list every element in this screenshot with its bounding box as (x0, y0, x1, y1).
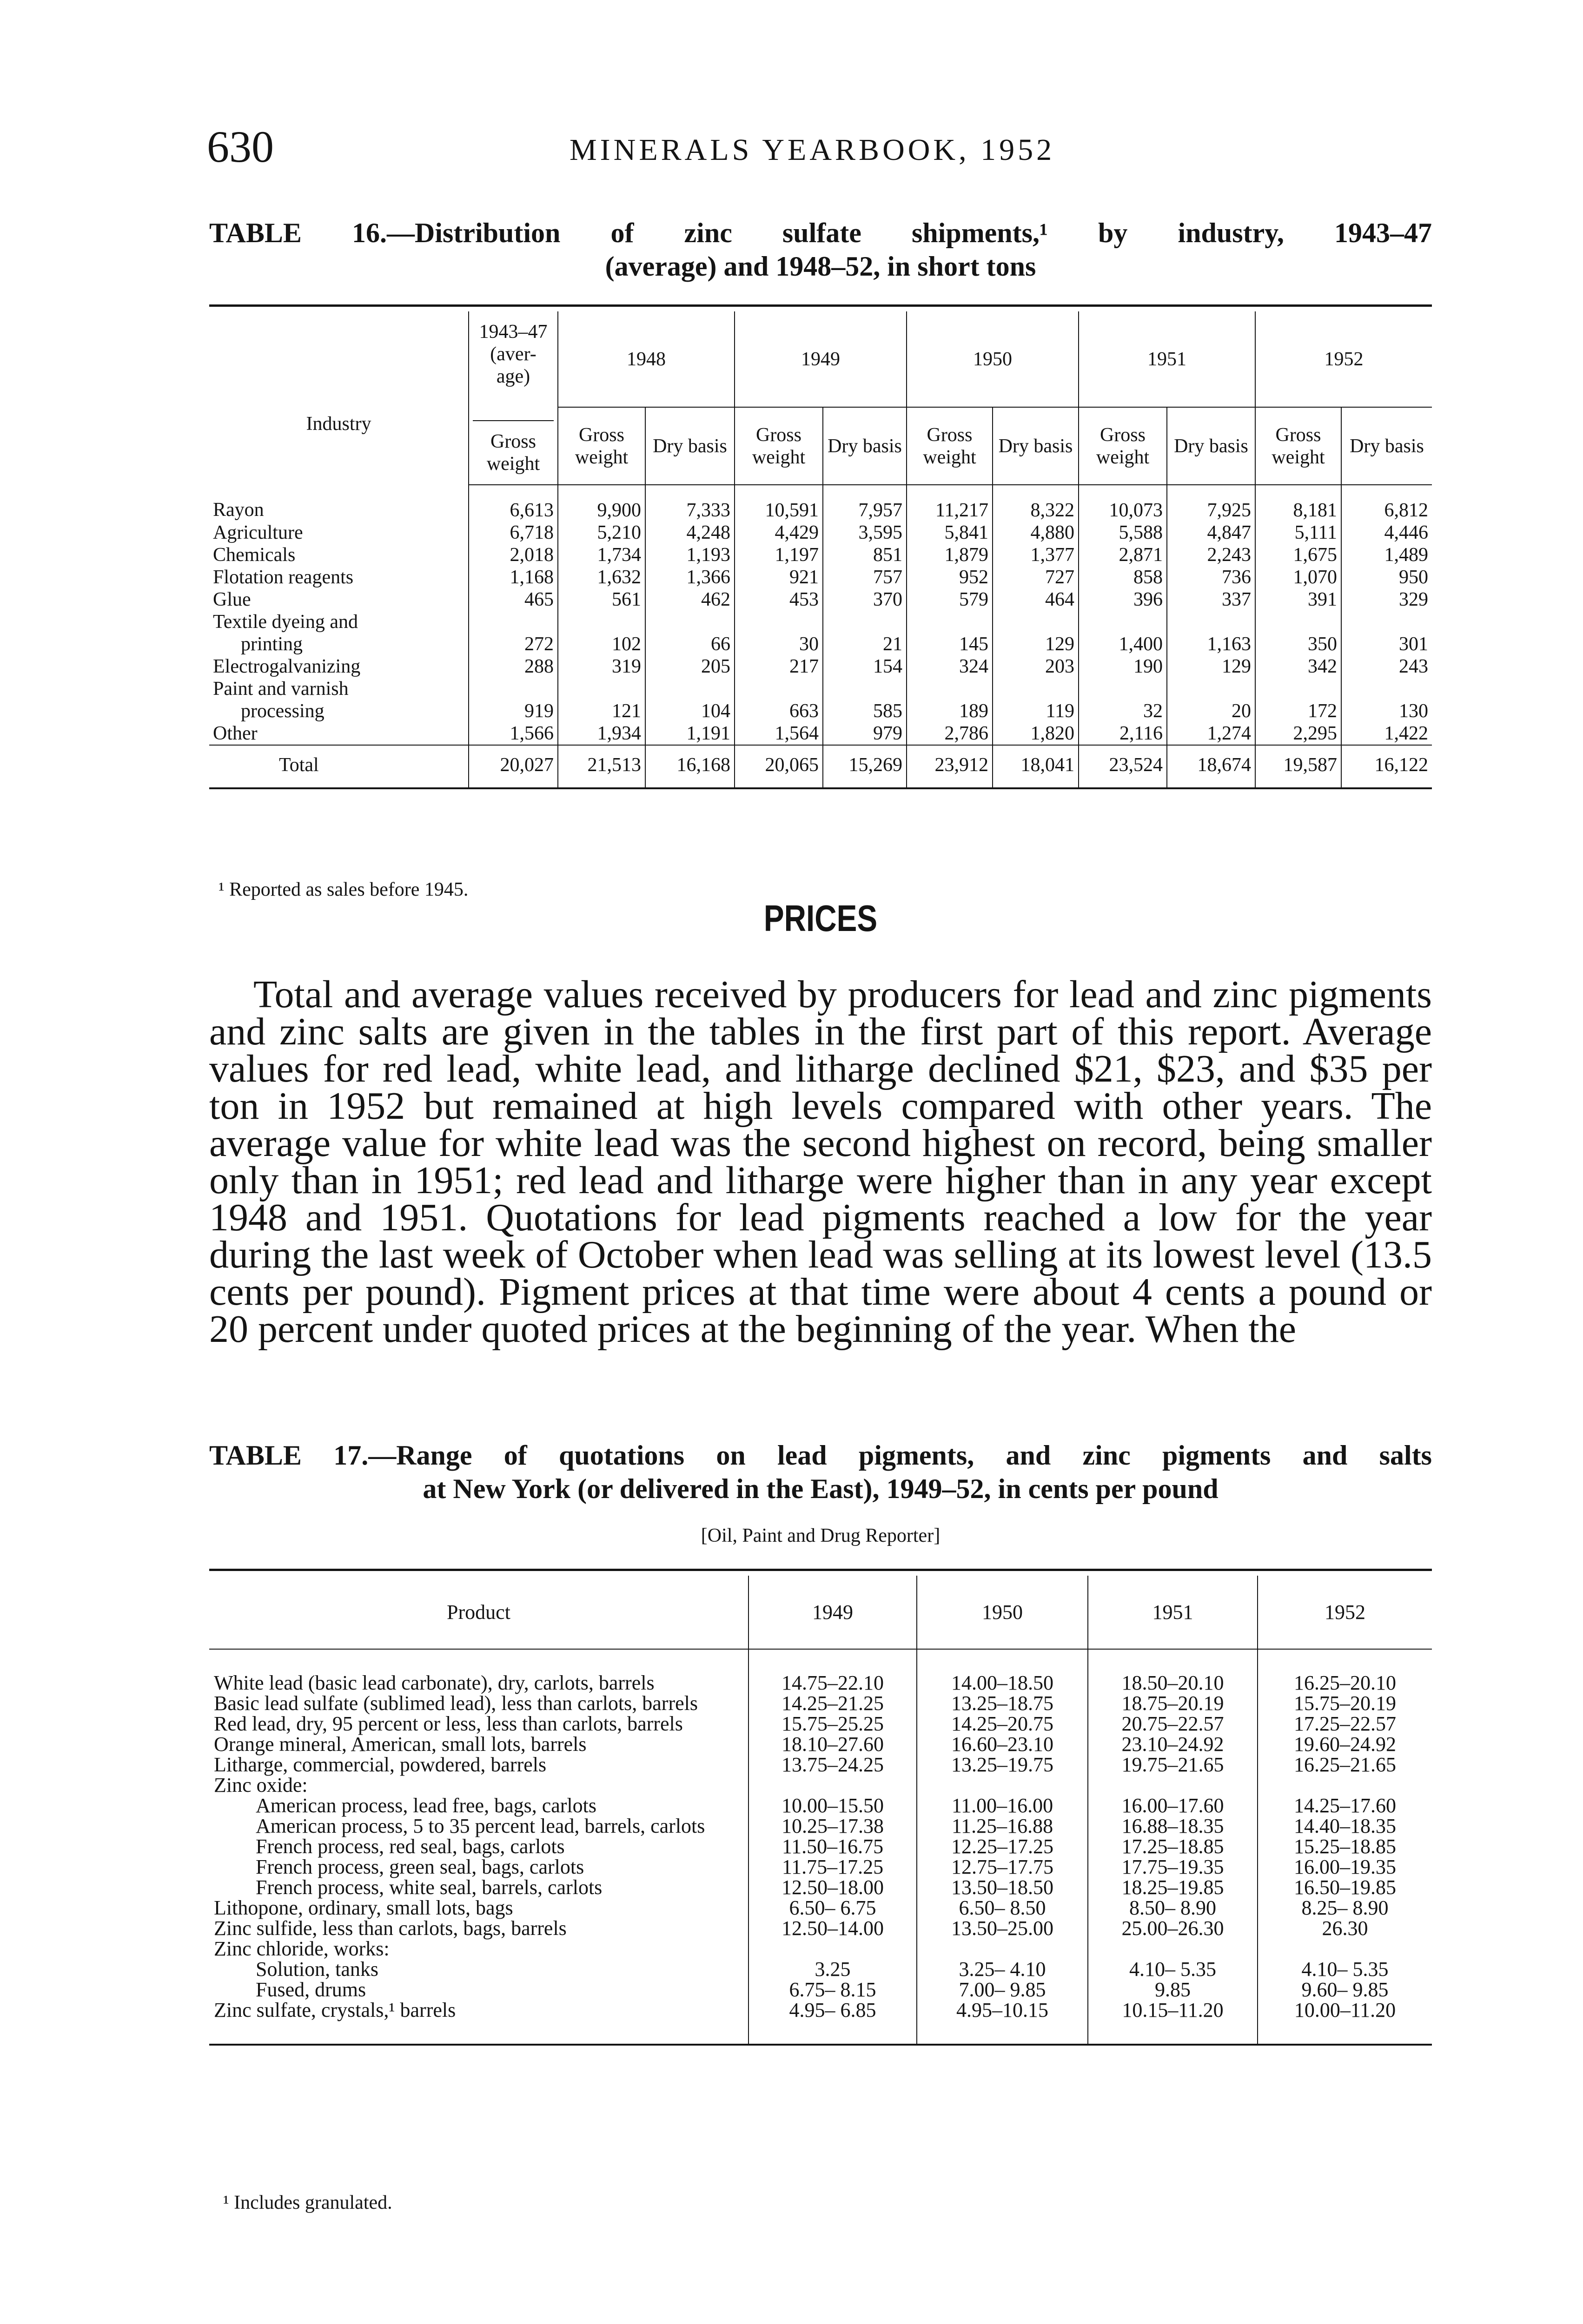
table17-footnote: ¹ Includes granulated. (223, 2192, 392, 2213)
cell-value: 921 (735, 566, 823, 588)
total-value: 21,513 (558, 745, 645, 788)
cell-value: 11,217 (907, 485, 993, 522)
row-label-text: Agriculture (213, 522, 303, 543)
cell-value: 8.50– 8.90 (1088, 1898, 1258, 1918)
cell-value: 1,734 (558, 544, 645, 566)
cell-value: 288 (469, 655, 558, 678)
row-label (209, 485, 469, 522)
row-label: White lead (basic lead carbonate), dry, carlots, barrels (214, 1671, 655, 1694)
cell-value: 12.50–18.00 (748, 1877, 917, 1898)
year-header: 1948 (558, 311, 735, 407)
cell-value: 4.10– 5.35 (1258, 1959, 1432, 1980)
cell-value: 129 (1167, 655, 1255, 678)
total-value: 20,065 (735, 745, 823, 788)
cell-value: 20.75–22.57 (1088, 1714, 1258, 1734)
cell-value: 102 (558, 611, 645, 655)
cell-value: 9.85 (1088, 1980, 1258, 2000)
table16-body (209, 485, 1432, 788)
cell-value: 272 (469, 611, 558, 655)
cell-value: 5,841 (907, 522, 993, 544)
table16-caption-line1: TABLE 16.—Distribution of zinc sulfate shipments,¹ by industry, 1943–47 (209, 218, 1432, 248)
cell-value: 585 (823, 678, 907, 722)
table-row (209, 2000, 1432, 2045)
cell-value: 16.25–20.10 (1258, 1649, 1432, 1693)
cell-value: 1,879 (907, 544, 993, 566)
table-row (209, 1714, 1432, 1734)
cell-value: 9,900 (558, 485, 645, 522)
table-row (209, 655, 1432, 678)
cell-value: 6,613 (469, 485, 558, 522)
total-value: 18,674 (1167, 745, 1255, 788)
cell-value: 13.25–19.75 (917, 1755, 1088, 1775)
cell-value: 919 (469, 678, 558, 722)
cell-value: 205 (645, 655, 735, 678)
row-label: Orange mineral, American, small lots, barrels (214, 1733, 587, 1756)
cell-value: 17.25–22.57 (1258, 1714, 1432, 1734)
gross-label: Gross weight (1079, 407, 1167, 485)
row-label: Litharge, commercial, powdered, barrels (214, 1753, 547, 1776)
cell-value: 2,786 (907, 722, 993, 745)
table-row (209, 1816, 1432, 1836)
table-row (209, 1980, 1432, 2000)
gross-label: Gross weight (473, 420, 554, 475)
cell-value (1258, 1775, 1432, 1796)
gross-label: Gross weight (735, 407, 823, 485)
cell-value: 3.25 (748, 1959, 917, 1980)
cell-value: 3,595 (823, 522, 907, 544)
table17-top-rule (209, 1569, 1432, 1571)
cell-value: 979 (823, 722, 907, 745)
product-header: Product (209, 1576, 748, 1649)
row-label: American process, lead free, bags, carlots (256, 1794, 597, 1817)
row-label (209, 611, 469, 655)
cell-value: 1,564 (735, 722, 823, 745)
total-value: 20,027 (469, 745, 558, 788)
cell-value: 14.25–21.25 (748, 1693, 917, 1714)
cell-value: 851 (823, 544, 907, 566)
cell-value: 17.75–19.35 (1088, 1857, 1258, 1877)
cell-value: 11.50–16.75 (748, 1836, 917, 1857)
row-label: Basic lead sulfate (sublimed lead), less than carlots, barrels (214, 1692, 698, 1715)
row-label-text: Electrogalvanizing (213, 656, 361, 677)
cell-value: 145 (907, 611, 993, 655)
cell-value: 7.00– 9.85 (917, 1980, 1088, 2000)
cell-value: 154 (823, 655, 907, 678)
cell-value: 1,934 (558, 722, 645, 745)
cell-value: 370 (823, 588, 907, 611)
cell-value: 6.50– 8.50 (917, 1898, 1088, 1918)
cell-value: 15.25–18.85 (1258, 1836, 1432, 1857)
cell-value: 663 (735, 678, 823, 722)
table17-header-row (209, 1576, 1432, 1649)
cell-value: 16.25–21.65 (1258, 1755, 1432, 1775)
cell-value: 301 (1341, 611, 1432, 655)
cell-value: 1,632 (558, 566, 645, 588)
table-row (209, 1755, 1432, 1775)
cell-value: 1,366 (645, 566, 735, 588)
page-number: 630 (207, 122, 274, 172)
cell-value: 10.15–11.20 (1088, 2000, 1258, 2045)
cell-value (1088, 1775, 1258, 1796)
cell-value: 337 (1167, 588, 1255, 611)
cell-value: 6.50– 6.75 (748, 1898, 917, 1918)
row-label-continuation: processing (241, 700, 325, 722)
table16-caption (209, 216, 1432, 283)
cell-value: 6,718 (469, 522, 558, 544)
cell-value: 342 (1255, 655, 1341, 678)
table-row (209, 1898, 1432, 1918)
year-header-label: 1943–47 (aver- age) (479, 321, 548, 387)
year-header: 1952 (1258, 1576, 1432, 1649)
cell-value: 396 (1079, 588, 1167, 611)
cell-value: 203 (993, 655, 1079, 678)
table17-caption-line2: at New York (or delivered in the East), 1949–52, in cents per pound (423, 1473, 1219, 1504)
cell-value: 17.25–18.85 (1088, 1836, 1258, 1857)
cell-value: 2,243 (1167, 544, 1255, 566)
table-row (209, 566, 1432, 588)
dry-label: Dry basis (645, 407, 735, 485)
table-row (209, 1857, 1432, 1877)
row-label-text: Rayon (213, 499, 264, 521)
cell-value: 7,925 (1167, 485, 1255, 522)
cell-value: 14.40–18.35 (1258, 1816, 1432, 1836)
cell-value: 350 (1255, 611, 1341, 655)
table16-caption-line2: (average) and 1948–52, in short tons (605, 251, 1036, 282)
cell-value: 950 (1341, 566, 1432, 588)
row-label (209, 588, 469, 611)
cell-value: 4.95–10.15 (917, 2000, 1088, 2045)
cell-value: 1,168 (469, 566, 558, 588)
row-label: Lithopone, ordinary, small lots, bags (214, 1896, 513, 1919)
cell-value: 1,197 (735, 544, 823, 566)
cell-value: 1,274 (1167, 722, 1255, 745)
cell-value: 319 (558, 655, 645, 678)
total-value: 15,269 (823, 745, 907, 788)
cell-value: 119 (993, 678, 1079, 722)
year-header: 1949 (735, 311, 907, 407)
total-value: 16,168 (645, 745, 735, 788)
cell-value: 1,163 (1167, 611, 1255, 655)
cell-value: 464 (993, 588, 1079, 611)
table17-caption-line1: TABLE 17.—Range of quotations on lead pigments, and zinc pigments and salts (209, 1440, 1432, 1471)
row-label (209, 566, 469, 588)
row-label: American process, 5 to 35 percent lead, barrels, carlots (256, 1815, 705, 1837)
year-header: 1951 (1088, 1576, 1258, 1649)
cell-value: 1,675 (1255, 544, 1341, 566)
cell-value: 2,116 (1079, 722, 1167, 745)
row-label-text: Textile dyeing and (213, 611, 358, 633)
table-row (209, 722, 1432, 745)
cell-value: 66 (645, 611, 735, 655)
table-row (209, 1693, 1432, 1714)
cell-value: 19.75–21.65 (1088, 1755, 1258, 1775)
cell-value: 1,193 (645, 544, 735, 566)
cell-value: 2,018 (469, 544, 558, 566)
cell-value: 217 (735, 655, 823, 678)
dry-label: Dry basis (823, 407, 907, 485)
row-label: Zinc chloride, works: (214, 1937, 390, 1960)
row-label (209, 722, 469, 745)
row-label: Red lead, dry, 95 percent or less, less than carlots, barrels (214, 1712, 683, 1735)
table-row (209, 1918, 1432, 1939)
table-row (209, 522, 1432, 544)
dry-label: Dry basis (993, 407, 1079, 485)
row-label (209, 678, 469, 722)
cell-value (917, 1939, 1088, 1959)
total-value: 18,041 (993, 745, 1079, 788)
cell-value: 26.30 (1258, 1918, 1432, 1939)
total-label: Total (209, 745, 469, 788)
row-label (209, 522, 469, 544)
cell-value: 11.00–16.00 (917, 1796, 1088, 1816)
section-heading: PRICES (763, 898, 878, 939)
cell-value: 18.75–20.19 (1088, 1693, 1258, 1714)
cell-value: 5,588 (1079, 522, 1167, 544)
cell-value: 757 (823, 566, 907, 588)
cell-value: 1,191 (645, 722, 735, 745)
cell-value: 30 (735, 611, 823, 655)
table-row (209, 1877, 1432, 1898)
cell-value: 8.25– 8.90 (1258, 1898, 1432, 1918)
year-header (469, 311, 558, 485)
row-label-text: Paint and varnish (213, 678, 349, 700)
year-header: 1949 (748, 1576, 917, 1649)
cell-value: 23.10–24.92 (1088, 1734, 1258, 1755)
table-row (209, 544, 1432, 566)
row-label-continuation: printing (241, 634, 303, 655)
cell-value: 15.75–20.19 (1258, 1693, 1432, 1714)
table-row (209, 1649, 1432, 1693)
cell-value: 1,489 (1341, 544, 1432, 566)
cell-value: 4,880 (993, 522, 1079, 544)
cell-value: 9.60– 9.85 (1258, 1980, 1432, 2000)
total-row (209, 745, 1432, 788)
cell-value: 453 (735, 588, 823, 611)
cell-value: 32 (1079, 678, 1167, 722)
cell-value: 5,210 (558, 522, 645, 544)
cell-value: 25.00–26.30 (1088, 1918, 1258, 1939)
cell-value (1258, 1939, 1432, 1959)
total-value: 23,524 (1079, 745, 1167, 788)
body-paragraph: Total and average values received by producers for lead and zinc pigments and zinc salts are given in the tables in the first part of this report. Average values for red lead, white lead, and litharge declined $21, $23, and $35 per ton in 1952 but remained at high levels compared with other years. The average value for white lead was the second highest on record, being smaller only than in 1951; red lead and litharge were higher than in any year except 1948 and 1951. Quotations for lead pigments reached a low for the year during the last week of October when lead was selling at its lowest level (13.5 cents per pound). Pigment prices at that time were about 4 cents a pound or 20 percent under quoted prices at the beginning of the year. When the (209, 973, 1432, 1351)
cell-value: 13.50–25.00 (917, 1918, 1088, 1939)
cell-value: 16.60–23.10 (917, 1734, 1088, 1755)
cell-value: 6,812 (1341, 485, 1432, 522)
cell-value: 189 (907, 678, 993, 722)
cell-value: 11.25–16.88 (917, 1816, 1088, 1836)
cell-value: 4.95– 6.85 (748, 2000, 917, 2045)
cell-value: 190 (1079, 655, 1167, 678)
cell-value: 121 (558, 678, 645, 722)
table-row (209, 678, 1432, 722)
cell-value: 13.25–18.75 (917, 1693, 1088, 1714)
cell-value (748, 1775, 917, 1796)
cell-value: 18.50–20.10 (1088, 1649, 1258, 1693)
table-row (209, 1734, 1432, 1755)
cell-value: 4.10– 5.35 (1088, 1959, 1258, 1980)
cell-value: 16.00–17.60 (1088, 1796, 1258, 1816)
cell-value: 5,111 (1255, 522, 1341, 544)
row-label: French process, green seal, bags, carlots (256, 1855, 584, 1878)
cell-value (917, 1775, 1088, 1796)
cell-value: 561 (558, 588, 645, 611)
cell-value: 1,422 (1341, 722, 1432, 745)
table-row (209, 485, 1432, 522)
cell-value: 1,566 (469, 722, 558, 745)
cell-value: 21 (823, 611, 907, 655)
cell-value: 19.60–24.92 (1258, 1734, 1432, 1755)
cell-value: 12.25–17.25 (917, 1836, 1088, 1857)
cell-value: 12.75–17.75 (917, 1857, 1088, 1877)
industry-header: Industry (306, 413, 371, 435)
cell-value: 14.25–20.75 (917, 1714, 1088, 1734)
row-label-text: Chemicals (213, 544, 296, 566)
cell-value: 16.88–18.35 (1088, 1816, 1258, 1836)
cell-value: 14.00–18.50 (917, 1649, 1088, 1693)
total-value: 16,122 (1341, 745, 1432, 788)
table-row (209, 611, 1432, 655)
cell-value: 14.25–17.60 (1258, 1796, 1432, 1816)
cell-value: 952 (907, 566, 993, 588)
year-header: 1952 (1255, 311, 1432, 407)
cell-value: 579 (907, 588, 993, 611)
cell-value: 462 (645, 588, 735, 611)
cell-value: 20 (1167, 678, 1255, 722)
row-label-text: Other (213, 723, 258, 744)
cell-value: 14.75–22.10 (748, 1649, 917, 1693)
cell-value: 4,847 (1167, 522, 1255, 544)
cell-value: 129 (993, 611, 1079, 655)
cell-value: 10.25–17.38 (748, 1816, 917, 1836)
table16-year-header-row (209, 311, 1432, 407)
cell-value: 329 (1341, 588, 1432, 611)
cell-value: 4,248 (645, 522, 735, 544)
cell-value: 2,295 (1255, 722, 1341, 745)
table-row (209, 588, 1432, 611)
year-header: 1950 (917, 1576, 1088, 1649)
table16-footnote: ¹ Reported as sales before 1945. (219, 879, 469, 900)
cell-value: 10,591 (735, 485, 823, 522)
cell-value: 4,429 (735, 522, 823, 544)
cell-value: 8,181 (1255, 485, 1341, 522)
cell-value: 8,322 (993, 485, 1079, 522)
row-label: French process, white seal, barrels, carlots (256, 1876, 603, 1899)
total-value: 19,587 (1255, 745, 1341, 788)
cell-value: 10.00–15.50 (748, 1796, 917, 1816)
dry-label: Dry basis (1341, 407, 1432, 485)
table-row (209, 1796, 1432, 1816)
cell-value: 1,400 (1079, 611, 1167, 655)
cell-value: 130 (1341, 678, 1432, 722)
cell-value: 391 (1255, 588, 1341, 611)
cell-value: 13.50–18.50 (917, 1877, 1088, 1898)
cell-value: 324 (907, 655, 993, 678)
cell-value: 727 (993, 566, 1079, 588)
table17-source: [Oil, Paint and Drug Reporter] (701, 1525, 941, 1546)
cell-value: 18.25–19.85 (1088, 1877, 1258, 1898)
year-header: 1951 (1079, 311, 1255, 407)
table16 (209, 311, 1432, 789)
cell-value: 18.10–27.60 (748, 1734, 917, 1755)
cell-value: 13.75–24.25 (748, 1755, 917, 1775)
cell-value: 15.75–25.25 (748, 1714, 917, 1734)
cell-value: 243 (1341, 655, 1432, 678)
cell-value (1088, 1939, 1258, 1959)
cell-value: 104 (645, 678, 735, 722)
cell-value: 1,377 (993, 544, 1079, 566)
table-row (209, 1939, 1432, 1959)
cell-value: 10.00–11.20 (1258, 2000, 1432, 2045)
table-row (209, 1836, 1432, 1857)
cell-value: 172 (1255, 678, 1341, 722)
gross-label: Gross weight (907, 407, 993, 485)
row-label-text: Flotation reagents (213, 567, 354, 588)
cell-value: 16.50–19.85 (1258, 1877, 1432, 1898)
cell-value: 2,871 (1079, 544, 1167, 566)
gross-label: Gross weight (558, 407, 645, 485)
table-row (209, 1775, 1432, 1796)
cell-value: 1,820 (993, 722, 1079, 745)
cell-value: 858 (1079, 566, 1167, 588)
row-label (209, 655, 469, 678)
row-label: Zinc sulfide, less than carlots, bags, barrels (214, 1917, 567, 1940)
cell-value: 6.75– 8.15 (748, 1980, 917, 2000)
row-label: Zinc oxide: (214, 1774, 308, 1796)
cell-value: 736 (1167, 566, 1255, 588)
cell-value: 16.00–19.35 (1258, 1857, 1432, 1877)
cell-value: 465 (469, 588, 558, 611)
cell-value: 7,333 (645, 485, 735, 522)
total-value: 23,912 (907, 745, 993, 788)
cell-value: 7,957 (823, 485, 907, 522)
row-label: French process, red seal, bags, carlots (256, 1835, 565, 1858)
cell-value: 12.50–14.00 (748, 1918, 917, 1939)
table-row (209, 1959, 1432, 1980)
row-label: Solution, tanks (256, 1958, 379, 1981)
cell-value: 11.75–17.25 (748, 1857, 917, 1877)
page-header (207, 121, 1434, 172)
row-label (209, 544, 469, 566)
year-header: 1950 (907, 311, 1079, 407)
row-label-text: Glue (213, 589, 251, 610)
cell-value: 3.25– 4.10 (917, 1959, 1088, 1980)
table17-body (209, 1649, 1432, 2045)
table16-top-rule (209, 304, 1432, 307)
cell-value: 1,070 (1255, 566, 1341, 588)
gross-label: Gross weight (1255, 407, 1341, 485)
cell-value: 10,073 (1079, 485, 1167, 522)
table17-caption (209, 1439, 1432, 1505)
dry-label: Dry basis (1167, 407, 1255, 485)
cell-value (748, 1939, 917, 1959)
row-label: Fused, drums (256, 1978, 366, 2001)
cell-value: 4,446 (1341, 522, 1432, 544)
row-label: Zinc sulfate, crystals,¹ barrels (209, 2000, 748, 2045)
table17 (209, 1576, 1432, 2046)
running-title: MINERALS YEARBOOK, 1952 (570, 133, 1055, 167)
